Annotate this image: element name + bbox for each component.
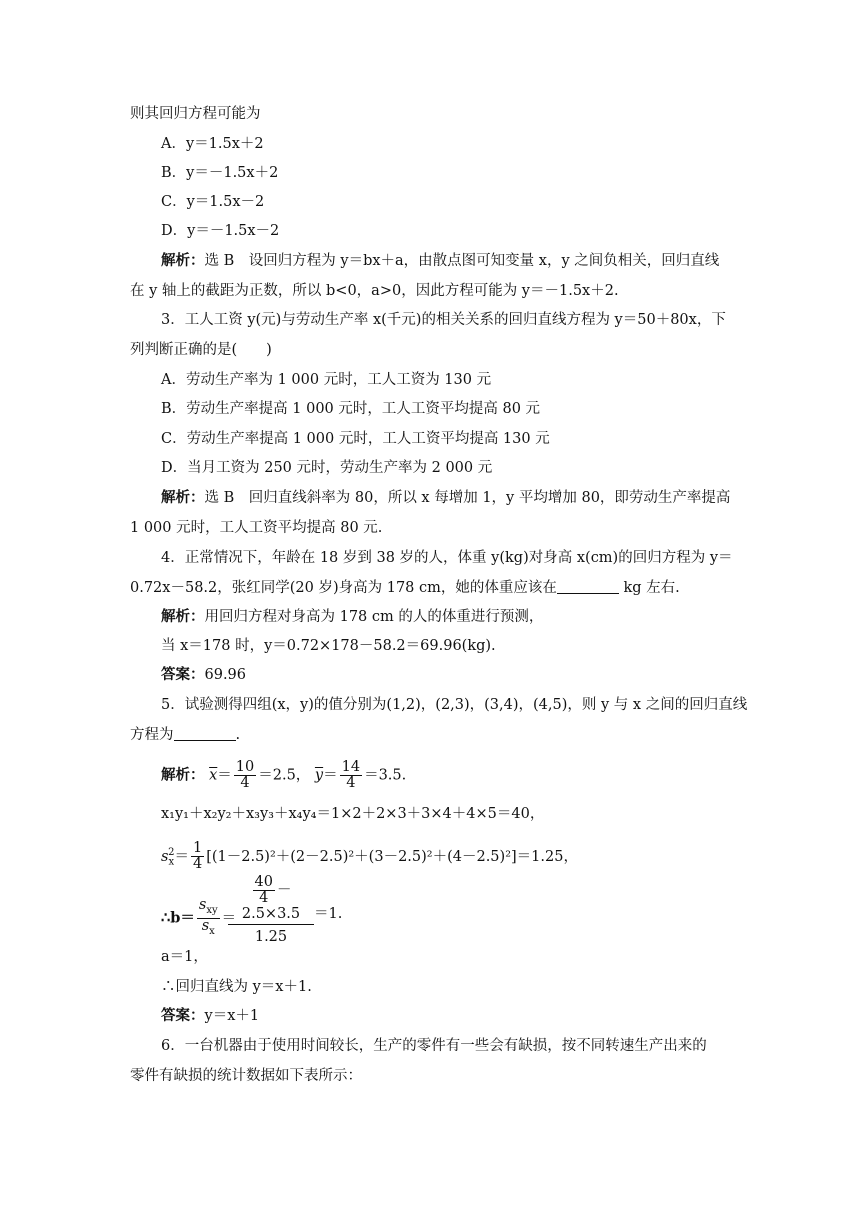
numerator: $s_{xy}$: [197, 898, 220, 919]
solution-label: 解析：: [161, 608, 205, 625]
equals: ＝: [174, 848, 189, 865]
text-segment: 0.72x－58.2，张红同学(20 岁)身高为 178 cm，她的体重应该在: [130, 580, 557, 596]
numerator: 14: [341, 759, 361, 775]
solution-text: 选 B 设回归方程为 y＝bx＋a，由散点图可知变量 x，y 之间负相关，回归直线: [204, 253, 720, 269]
numerator-symbol: s: [198, 897, 207, 913]
answer-label: 答案：: [161, 1007, 205, 1024]
large-fraction: [228, 875, 314, 946]
formula-line: ∴回归直线为 y＝x＋1.: [161, 979, 312, 995]
formula-line: x₁y₁＋x₂y₂＋x₃y₃＋x₄y₄＝1×2＋2×3＋3×4＋4×5＝40，: [161, 806, 545, 822]
option-d: D．当月工资为 250 元时，劳动生产率为 2 000 元: [161, 460, 493, 476]
solution-label: 解析：: [161, 252, 205, 269]
fraction: [197, 898, 220, 939]
large-fraction-denominator: 1.25: [254, 929, 288, 945]
text-segment: 方程为: [130, 727, 174, 743]
answer-label: 答案：: [161, 666, 205, 683]
x-bar: $\overline{x}$: [209, 767, 218, 784]
y-bar: $\overline{y}$: [314, 767, 324, 784]
option-c: C．y＝1.5x－2: [161, 194, 265, 210]
text-line: 则其回归方程可能为: [130, 106, 261, 122]
equals: ＝: [221, 910, 237, 927]
question-4: 4．正常情况下，年龄在 18 岁到 38 岁的人，体重 y(kg)对身高 x(cm)的回归方程为 y＝: [161, 550, 733, 566]
answer-line: [161, 1006, 259, 1026]
text-line: 列判断正确的是( ): [130, 342, 272, 358]
solution-text: 选 B 回归直线斜率为 80，所以 x 每增加 1，y 平均增加 80，即劳动生产率提高: [204, 490, 731, 506]
numerator: 10: [235, 759, 255, 775]
large-fraction-numerator: [228, 875, 314, 925]
formula-line: a＝1，: [161, 949, 208, 965]
solution-label: 解析：: [161, 489, 205, 506]
question-6: 6．一台机器由于使用时间较长，生产的零件有一些会有缺损，按不同转速生产出来的: [161, 1038, 707, 1054]
denominator: 4: [192, 856, 203, 873]
fraction: [253, 875, 275, 906]
denominator: 4: [259, 890, 269, 906]
answer-blank: [557, 579, 619, 594]
numerator: 40: [254, 874, 273, 890]
fraction: [340, 760, 362, 791]
solution-line: [161, 760, 406, 791]
formula-line: $s_x^2=$ $\frac{1}{4}$ [(1－2.5)²＋(2－2.5)²＋(3－2.5)²＋(4－2.5)²]＝1.25，: [161, 840, 578, 873]
solution-line: [161, 251, 719, 271]
option-a: A．y＝1.5x＋2: [161, 136, 264, 152]
option-b: B．劳动生产率提高 1 000 元时，工人工资平均提高 80 元: [161, 401, 541, 417]
result: ＝2.5，: [258, 767, 311, 784]
option-b: B．y＝－1.5x＋2: [161, 165, 279, 181]
text-segment: .: [235, 727, 241, 743]
solution-line: [161, 607, 543, 627]
question-5: 5．试验测得四组(x，y)的值分别为(1,2)，(2,3)，(3,4)，(4,5)，则 y 与 x 之间的回归直线: [161, 697, 748, 713]
solution-text: 用回归方程对身高为 178 cm 的人的体重进行预测，: [204, 609, 544, 625]
denominator-symbol: s: [201, 917, 210, 934]
numerator: 1: [192, 840, 203, 857]
answer-line: [161, 665, 246, 685]
question-3: 3．工人工资 y(元)与劳动生产率 x(千元)的相关关系的回归直线方程为 y＝50＋80x，下: [161, 312, 726, 328]
fraction: [234, 760, 256, 791]
denominator: $s_x$: [201, 917, 215, 937]
text-line: 在 y 轴上的截距为正数，所以 b<0，a>0，因此方程可能为 y＝－1.5x＋2.: [130, 283, 619, 299]
solution-label: 解析：: [161, 766, 205, 784]
option-c: C．劳动生产率提高 1 000 元时，工人工资平均提高 130 元: [161, 431, 550, 447]
result: ＝1.: [314, 906, 343, 922]
text-segment: kg 左右.: [618, 580, 680, 596]
denominator: 4: [240, 775, 250, 791]
numerator-rest: －2.5×3.5: [241, 882, 301, 922]
formula-text: [(1－2.5)²＋(2－2.5)²＋(3－2.5)²＋(4－2.5)²]＝1.25，: [206, 848, 578, 865]
formula-line: [161, 898, 236, 939]
formula-lhs: ∴b＝: [161, 909, 195, 927]
answer-text: y＝x＋1: [204, 1008, 260, 1024]
equals: ＝: [217, 767, 232, 784]
variance-symbol: s: [161, 848, 169, 865]
text-line: 零件有缺损的统计数据如下表所示：: [130, 1068, 362, 1084]
answer-blank: [174, 726, 236, 741]
text-line: [130, 578, 680, 598]
option-d: D．y＝－1.5x－2: [161, 223, 280, 239]
text-line: 1 000 元时，工人工资平均提高 80 元.: [130, 520, 383, 536]
answer-text: 69.96: [204, 667, 247, 683]
text-line: [130, 725, 240, 745]
solution-line: [161, 488, 730, 508]
denominator: 4: [346, 775, 356, 791]
option-a: A．劳动生产率为 1 000 元时，工人工资为 130 元: [161, 372, 492, 388]
equals: ＝: [323, 767, 338, 784]
text-line: 当 x＝178 时，y＝0.72×178－58.2＝69.96(kg).: [161, 638, 496, 654]
fraction: [191, 841, 204, 872]
result: ＝3.5.: [364, 767, 407, 784]
